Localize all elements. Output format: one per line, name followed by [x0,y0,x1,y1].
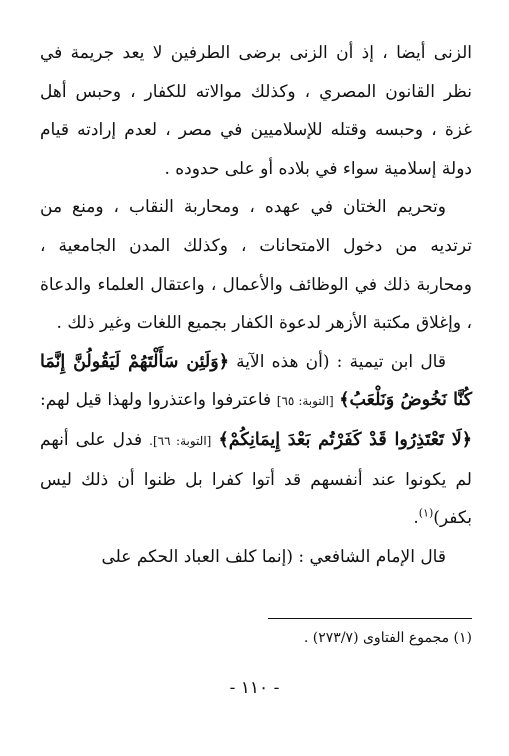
quran-verse-1: ﴿وَلَئِن سَأَلْتَهُمْ لَيَقُولُنَّ إِنَّمَا كُنَّا نَخُوضُ وَنَلْعَبُ﴾ [40,351,473,411]
paragraph-3-middle: فاعترفوا واعتذروا ولهذا قيل لهم: [40,390,272,411]
footnote-marker[interactable]: (١) [418,506,434,520]
paragraph-3 [40,343,472,538]
main-text [40,34,472,576]
footnote: (١) مجموع الفتاوى (٢٧٣/٧) . [303,630,472,646]
paragraph-3-end: فدل على أنهم لم يكونوا عند أنفسهم قد أتوا كفرا بل ظنوا أن ذلك ليس بكفر) [40,429,472,529]
page-number: - ١١٠ - [229,678,280,698]
paragraph-3-tail: . [413,508,419,529]
paragraph-1: الزنى أيضا ، إذ أن الزنى برضى الطرفين لا يعد جريمة في نظر القانون المصري ، وكذلك موالاته للكفار ، وحبس أهل غزة ، وحبسه وقتله للإسلاميين في مصر ، لعدم إرادته قيام دولة إسلامية سواء في بلاده أو على حدوده . [40,43,472,179]
paragraph-2: وتحريم الختان في عهده ، ومحاربة النقاب ، ومنع من ترتديه من دخول الامتحانات ، وكذلك المدن الجامعية ، ومحاربة ذلك في الوظائف والأعمال ، واعتقال العلماء والدعاة ، وإغلاق مكتبة الأزهر لدعوة الكفار بجميع اللغات وغير ذلك . [40,197,472,334]
footnote-divider [268,618,472,619]
paragraph-4: قال الإمام الشافعي : (إنما كلف العباد الحكم على [101,546,446,567]
paragraph-3-intro: قال ابن تيمية : (أن هذه الآية [236,351,446,372]
verse-reference-1: [التوبة: ٦٥] [276,394,334,409]
quran-verse-2: ﴿لَا تَعْتَذِرُوا قَدْ كَفَرْتُم بَعْدَ إِيمَانِكُمْ﴾ [218,429,473,450]
verse-reference-2: [التوبة: ٦٦]. [149,433,212,448]
